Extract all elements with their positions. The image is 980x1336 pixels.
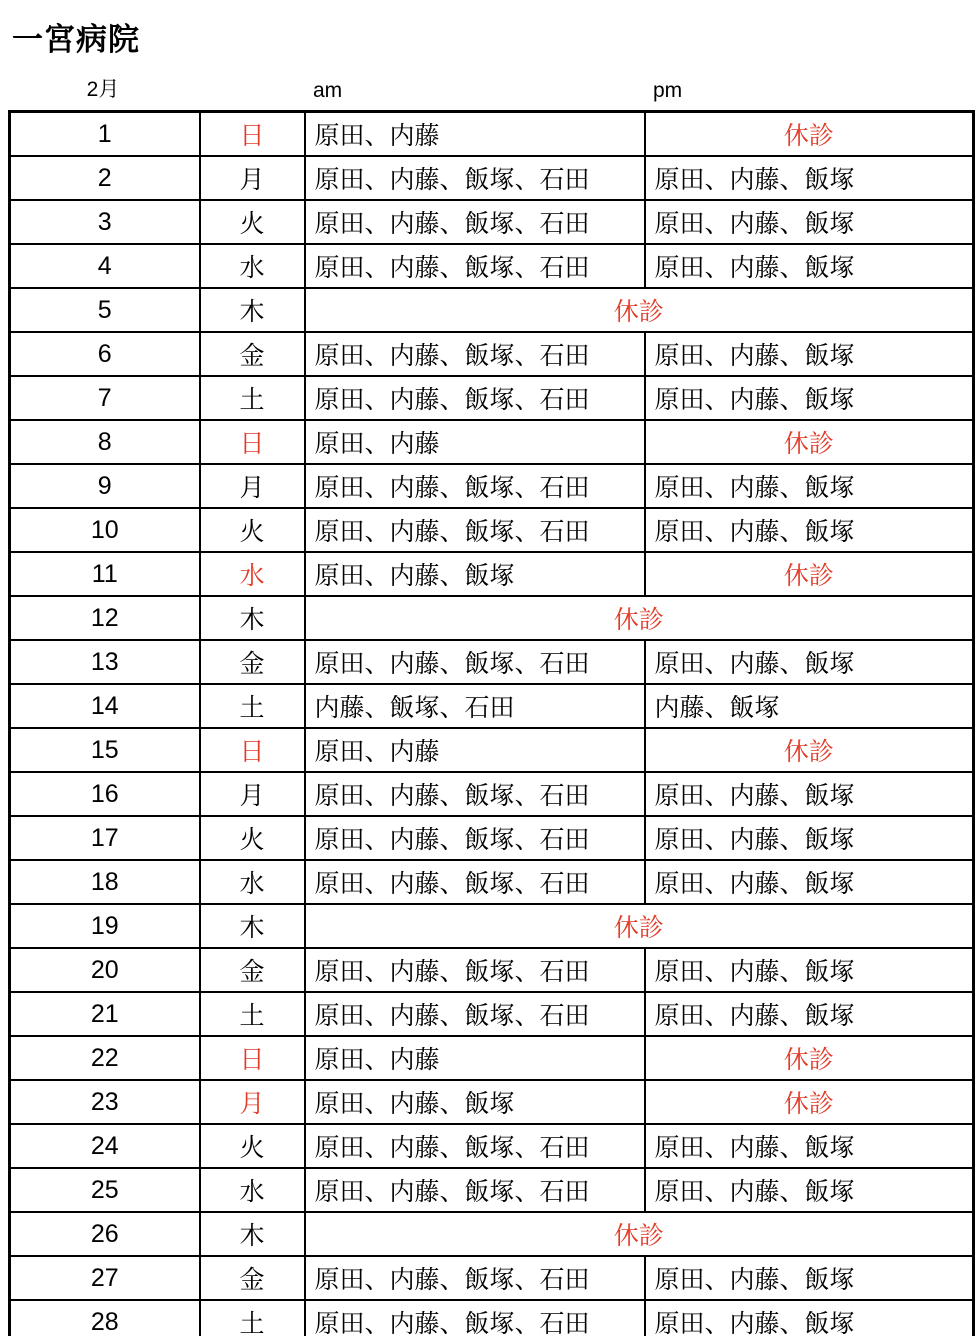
schedule-row: [10, 420, 974, 464]
day-of-week-cell: 土: [200, 992, 305, 1036]
schedule-row: [10, 1124, 974, 1168]
pm-staff-cell: 原田、内藤、飯塚: [645, 640, 974, 684]
day-number-cell: 11: [10, 552, 200, 596]
pm-column-label: pm: [653, 79, 683, 102]
am-staff-cell: 原田、内藤、飯塚、石田: [305, 376, 645, 420]
am-staff-cell: 原田、内藤、飯塚、石田: [305, 156, 645, 200]
am-staff-cell: 原田、内藤、飯塚: [305, 552, 645, 596]
day-of-week-cell: 水: [200, 860, 305, 904]
day-of-week-cell: 土: [200, 1300, 305, 1336]
schedule-row: [10, 332, 974, 376]
day-of-week-cell: 水: [200, 1168, 305, 1212]
day-of-week-cell: 日: [200, 1036, 305, 1080]
day-number-cell: 22: [10, 1036, 200, 1080]
pm-staff-cell: 原田、内藤、飯塚: [645, 200, 974, 244]
day-of-week-cell: 火: [200, 816, 305, 860]
pm-staff-cell: 原田、内藤、飯塚: [645, 1168, 974, 1212]
closed-pm-cell: 休診: [645, 1080, 974, 1124]
am-staff-cell: 原田、内藤、飯塚、石田: [305, 508, 645, 552]
day-number-cell: 18: [10, 860, 200, 904]
am-staff-cell: 原田、内藤、飯塚、石田: [305, 332, 645, 376]
schedule-row: [10, 640, 974, 684]
schedule-row: [10, 772, 974, 816]
day-of-week-cell: 木: [200, 288, 305, 332]
pm-staff-cell: 原田、内藤、飯塚: [645, 992, 974, 1036]
day-number-cell: 15: [10, 728, 200, 772]
day-of-week-cell: 金: [200, 1256, 305, 1300]
schedule-row: [10, 992, 974, 1036]
closed-pm-cell: 休診: [645, 112, 974, 157]
am-staff-cell: 原田、内藤、飯塚、石田: [305, 464, 645, 508]
day-number-cell: 16: [10, 772, 200, 816]
day-number-cell: 25: [10, 1168, 200, 1212]
closed-pm-cell: 休診: [645, 552, 974, 596]
pm-staff-cell: 原田、内藤、飯塚: [645, 948, 974, 992]
day-number-cell: 19: [10, 904, 200, 948]
schedule-row: [10, 860, 974, 904]
day-of-week-cell: 日: [200, 728, 305, 772]
day-number-cell: 2: [10, 156, 200, 200]
am-staff-cell: 原田、内藤、飯塚、石田: [305, 992, 645, 1036]
day-of-week-cell: 火: [200, 1124, 305, 1168]
schedule-row: [10, 684, 974, 728]
closed-all-day-cell: 休診: [305, 904, 974, 948]
day-of-week-cell: 木: [200, 904, 305, 948]
pm-staff-cell: 原田、内藤、飯塚: [645, 464, 974, 508]
am-staff-cell: 原田、内藤、飯塚、石田: [305, 1124, 645, 1168]
am-staff-cell: 原田、内藤: [305, 112, 645, 157]
day-of-week-cell: 月: [200, 464, 305, 508]
schedule-row: [10, 244, 974, 288]
day-number-cell: 5: [10, 288, 200, 332]
day-of-week-cell: 火: [200, 508, 305, 552]
closed-all-day-cell: 休診: [305, 288, 974, 332]
day-number-cell: 7: [10, 376, 200, 420]
schedule-row: [10, 816, 974, 860]
day-of-week-cell: 金: [200, 332, 305, 376]
day-number-cell: 10: [10, 508, 200, 552]
pm-staff-cell: 原田、内藤、飯塚: [645, 860, 974, 904]
pm-staff-cell: 原田、内藤、飯塚: [645, 156, 974, 200]
day-of-week-cell: 金: [200, 948, 305, 992]
pm-staff-cell: 原田、内藤、飯塚: [645, 508, 974, 552]
schedule-row: [10, 464, 974, 508]
pm-staff-cell: 原田、内藤、飯塚: [645, 1124, 974, 1168]
am-column-label: am: [313, 79, 343, 102]
pm-staff-cell: 原田、内藤、飯塚: [645, 1256, 974, 1300]
day-number-cell: 17: [10, 816, 200, 860]
schedule-row: [10, 904, 974, 948]
pm-staff-cell: 原田、内藤、飯塚: [645, 772, 974, 816]
schedule-row: [10, 1256, 974, 1300]
schedule-row: [10, 552, 974, 596]
closed-pm-cell: 休診: [645, 420, 974, 464]
day-number-cell: 12: [10, 596, 200, 640]
day-number-cell: 28: [10, 1300, 200, 1336]
day-of-week-cell: 月: [200, 1080, 305, 1124]
am-staff-cell: 原田、内藤: [305, 1036, 645, 1080]
closed-pm-cell: 休診: [645, 728, 974, 772]
pm-staff-cell: 原田、内藤、飯塚: [645, 1300, 974, 1336]
day-of-week-cell: 火: [200, 200, 305, 244]
pm-staff-cell: 原田、内藤、飯塚: [645, 332, 974, 376]
day-of-week-cell: 土: [200, 376, 305, 420]
schedule-row: [10, 200, 974, 244]
day-number-cell: 23: [10, 1080, 200, 1124]
month-label: 2月: [86, 78, 120, 101]
schedule-row: [10, 156, 974, 200]
day-number-cell: 21: [10, 992, 200, 1036]
am-staff-cell: 原田、内藤: [305, 728, 645, 772]
am-staff-cell: 原田、内藤、飯塚、石田: [305, 640, 645, 684]
day-number-cell: 20: [10, 948, 200, 992]
schedule-row: [10, 376, 974, 420]
day-of-week-cell: 月: [200, 772, 305, 816]
schedule-row: [10, 1212, 974, 1256]
day-number-cell: 13: [10, 640, 200, 684]
schedule-row: [10, 728, 974, 772]
am-staff-cell: 原田、内藤、飯塚: [305, 1080, 645, 1124]
closed-all-day-cell: 休診: [305, 1212, 974, 1256]
schedule-table: [8, 110, 975, 1336]
page-title: 一宮病院: [12, 22, 140, 57]
am-staff-cell: 原田、内藤、飯塚、石田: [305, 1300, 645, 1336]
am-staff-cell: 原田、内藤、飯塚、石田: [305, 772, 645, 816]
schedule-row: [10, 112, 974, 157]
closed-pm-cell: 休診: [645, 1036, 974, 1080]
day-of-week-cell: 土: [200, 684, 305, 728]
pm-staff-cell: 原田、内藤、飯塚: [645, 376, 974, 420]
schedule-row: [10, 508, 974, 552]
pm-staff-cell: 原田、内藤、飯塚: [645, 244, 974, 288]
day-number-cell: 27: [10, 1256, 200, 1300]
pm-staff-cell: 原田、内藤、飯塚: [645, 816, 974, 860]
schedule-row: [10, 596, 974, 640]
day-of-week-cell: 日: [200, 112, 305, 157]
day-of-week-cell: 木: [200, 596, 305, 640]
schedule-row: [10, 1036, 974, 1080]
day-of-week-cell: 日: [200, 420, 305, 464]
table-header: [8, 73, 980, 103]
am-staff-cell: 原田、内藤、飯塚、石田: [305, 816, 645, 860]
schedule-row: [10, 948, 974, 992]
day-number-cell: 4: [10, 244, 200, 288]
schedule-row: [10, 288, 974, 332]
pm-staff-cell: 内藤、飯塚: [645, 684, 974, 728]
am-staff-cell: 原田、内藤: [305, 420, 645, 464]
day-number-cell: 1: [10, 112, 200, 157]
day-of-week-cell: 木: [200, 1212, 305, 1256]
day-of-week-cell: 水: [200, 552, 305, 596]
day-number-cell: 14: [10, 684, 200, 728]
am-staff-cell: 原田、内藤、飯塚、石田: [305, 244, 645, 288]
day-of-week-cell: 水: [200, 244, 305, 288]
schedule-row: [10, 1168, 974, 1212]
day-number-cell: 9: [10, 464, 200, 508]
am-staff-cell: 原田、内藤、飯塚、石田: [305, 200, 645, 244]
day-number-cell: 26: [10, 1212, 200, 1256]
day-of-week-cell: 金: [200, 640, 305, 684]
schedule-row: [10, 1080, 974, 1124]
day-number-cell: 8: [10, 420, 200, 464]
am-staff-cell: 原田、内藤、飯塚、石田: [305, 948, 645, 992]
schedule-row: [10, 1300, 974, 1336]
closed-all-day-cell: 休診: [305, 596, 974, 640]
day-number-cell: 24: [10, 1124, 200, 1168]
day-number-cell: 6: [10, 332, 200, 376]
am-staff-cell: 原田、内藤、飯塚、石田: [305, 1168, 645, 1212]
am-staff-cell: 原田、内藤、飯塚、石田: [305, 1256, 645, 1300]
schedule-table-body: [10, 112, 974, 1336]
day-of-week-cell: 月: [200, 156, 305, 200]
am-staff-cell: 原田、内藤、飯塚、石田: [305, 860, 645, 904]
am-staff-cell: 内藤、飯塚、石田: [305, 684, 645, 728]
day-number-cell: 3: [10, 200, 200, 244]
